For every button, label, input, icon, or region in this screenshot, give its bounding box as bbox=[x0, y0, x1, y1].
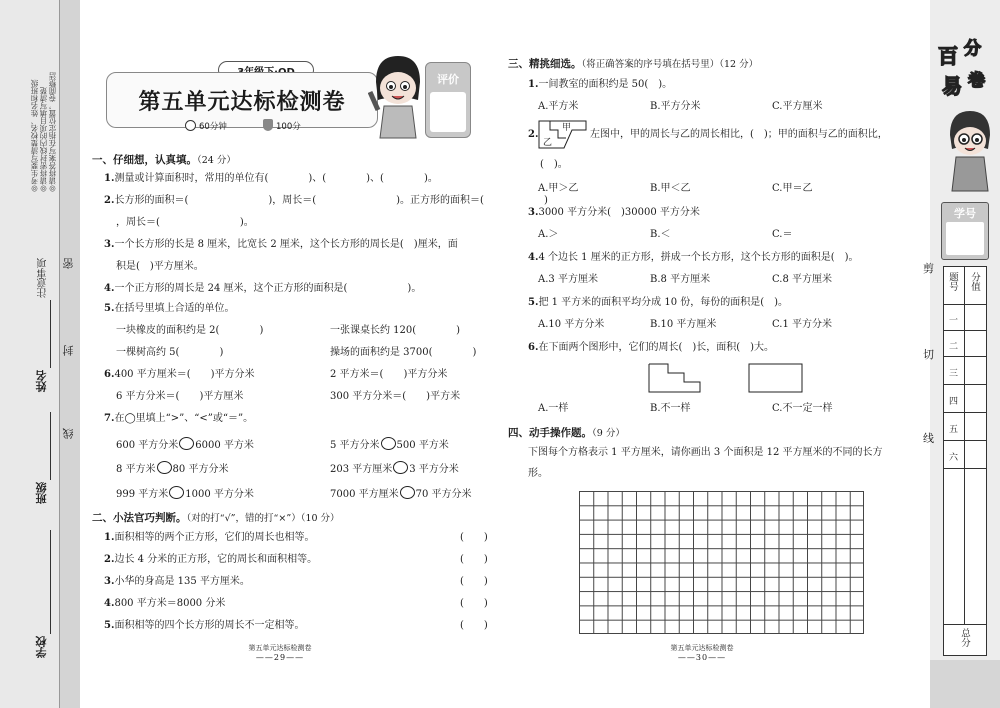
s1-q5d: 操场的面积约是 3700( ) bbox=[330, 347, 477, 358]
logo-char-4: 卷 bbox=[968, 71, 985, 91]
s3-q6-b: B.不一样 bbox=[650, 403, 691, 414]
s1-q1: 1.测量或计算面积时，常用的单位有( )、( )、( )。 bbox=[104, 173, 438, 184]
s2-paren-4[interactable]: ( ) bbox=[460, 598, 488, 609]
s3-q4: 4.4 个边长 1 厘米的正方形，拼成一个长方形，这个长方形的面积是( )。 bbox=[528, 252, 859, 263]
compare-circle[interactable] bbox=[381, 437, 396, 450]
row-label-3: 三 bbox=[948, 369, 958, 379]
row-label-5: 五 bbox=[948, 425, 958, 435]
footer-left-page: ——29—— bbox=[255, 653, 305, 662]
s2-q2: 2.边长 4 分米的正方形，它的周长和面积相等。 bbox=[104, 554, 318, 565]
s1-q7d: 203 平方厘米 3 平方分米 bbox=[330, 461, 459, 477]
clock-icon bbox=[185, 120, 196, 131]
mascot-icon bbox=[368, 52, 426, 142]
seal-char-3: 线 bbox=[62, 428, 75, 439]
s1-q7: 7.在◯里填上“>”、“<”或“＝”。 bbox=[104, 413, 254, 424]
eval-inner bbox=[430, 92, 466, 132]
s3-q2-num: 2. bbox=[528, 129, 539, 140]
notes-heading: 注意事项 bbox=[38, 258, 49, 298]
s2-q5: 5.面积相等的四个长方形的周长不一定相等。 bbox=[104, 620, 305, 631]
s1-q4: 4.一个正方形的周长是 24 厘米，这个正方形的面积是( )。 bbox=[104, 283, 422, 294]
s1-q7f: 7000 平方厘米 70 平方分米 bbox=[330, 486, 472, 502]
s2-q3: 3.小华的身高是 135 平方厘米。 bbox=[104, 576, 250, 587]
school-label: 学校 bbox=[35, 636, 48, 658]
table-row-line bbox=[943, 330, 987, 331]
col-header-2: 分值 bbox=[969, 272, 980, 291]
score-label: 100分 bbox=[276, 122, 301, 132]
s2-paren-2[interactable]: ( ) bbox=[460, 554, 488, 565]
s1-q5c: 一棵树高约 5( ) bbox=[116, 347, 224, 358]
notes-text: ◎考生要写清楚校名、姓名和班级 ◎请将密封线内的项目填写清楚 ◎请将答案写在指定位置，卷面整洁 bbox=[30, 72, 57, 194]
stair-shape-figure bbox=[648, 363, 710, 393]
s3-q3-a: A.＞ bbox=[538, 229, 559, 240]
section-1-title: 一、仔细想，认真填。（24 分） bbox=[92, 154, 236, 166]
row-label-1: 一 bbox=[948, 316, 958, 326]
s1-q3-cont: 积是( )平方厘米。 bbox=[116, 261, 204, 272]
seal-char-1: 密 bbox=[62, 258, 75, 269]
table-row-line bbox=[943, 384, 987, 385]
section-4-title: 四、动手操作题。（9 分） bbox=[508, 427, 625, 439]
seal-char-2: 封 bbox=[62, 345, 75, 356]
s2-q4: 4.800 平方米＝8000 分米 bbox=[104, 598, 226, 609]
section-3-title: 三、精挑细选。（将正确答案的序号填在括号里）（12 分） bbox=[508, 58, 759, 70]
s1-q7a: 600 平方分米 6000 平方米 bbox=[116, 437, 254, 453]
s3-q5-c: C.1 平方分米 bbox=[772, 319, 833, 330]
s1-q6d: 300 平方分米＝( )平方米 bbox=[330, 391, 461, 402]
total-label: 总分 bbox=[959, 628, 970, 647]
cut-char-1: 剪 bbox=[923, 262, 934, 275]
s1-q2-cont: ，周长＝( )。 bbox=[116, 217, 254, 228]
class-label: 班级 bbox=[35, 482, 48, 504]
s3-q1-b: B.平方分米 bbox=[650, 101, 701, 112]
page-title: 第五单元达标检测卷 bbox=[138, 90, 346, 115]
student-no-input[interactable] bbox=[946, 222, 984, 255]
name-label: 姓名 bbox=[35, 370, 48, 392]
footer-right-label: 第五单元达标检测卷 bbox=[670, 644, 734, 652]
s3-q3: 3.3000 平方分米( )30000 平方分米 bbox=[528, 207, 700, 218]
class-line bbox=[50, 412, 51, 480]
s2-paren-1[interactable]: ( ) bbox=[460, 532, 488, 543]
compare-circle[interactable] bbox=[400, 486, 415, 499]
logo-char-2: 分 bbox=[964, 39, 981, 59]
row-label-2: 二 bbox=[948, 342, 958, 352]
s4-desc-cont: 形。 bbox=[528, 468, 548, 479]
section-2-title: 二、小法官巧判断。（对的打“√”，错的打“×”）（10 分） bbox=[92, 512, 340, 524]
drawing-grid[interactable] bbox=[579, 491, 864, 634]
s1-q5a: 一块橡皮的面积约是 2( ) bbox=[116, 325, 264, 336]
s3-q1: 1.一间教室的面积约是 50( )。 bbox=[528, 79, 673, 90]
s3-q2-c: C.甲＝乙 bbox=[772, 183, 813, 194]
s3-q3-b: B.＜ bbox=[650, 229, 671, 240]
right-strip-bottom bbox=[930, 660, 1000, 708]
s3-q2: 左图中，甲的周长与乙的周长相比，( )；甲的面积与乙的面积比， bbox=[590, 129, 888, 140]
logo-char-3: 易 bbox=[942, 74, 962, 98]
s3-q6: 6.在下面两个图形中，它们的周长( )长，面积( )大。 bbox=[528, 342, 775, 353]
s2-paren-3[interactable]: ( ) bbox=[460, 576, 488, 587]
s1-q5b: 一张课桌长约 120( ) bbox=[330, 325, 461, 336]
col-header-1: 题号 bbox=[947, 272, 958, 291]
s3-q5: 5.把 1 平方米的面积平均分成 10 份，每份的面积是( )。 bbox=[528, 297, 789, 308]
row-label-4: 四 bbox=[948, 397, 958, 407]
table-row-line bbox=[943, 356, 987, 357]
s3-q4-a: A.3 平方厘米 bbox=[538, 274, 598, 285]
table-row-line bbox=[943, 304, 987, 305]
rectangle-figure bbox=[748, 363, 804, 393]
s3-q1-a: A.平方米 bbox=[538, 101, 579, 112]
s1-q7c: 8 平方米 80 平方分米 bbox=[116, 461, 228, 477]
s3-q2-cont: ( )。 bbox=[540, 159, 568, 170]
compare-circle[interactable] bbox=[179, 437, 194, 450]
s3-q3-c: C.＝ bbox=[772, 229, 793, 240]
s3-q4-c: C.8 平方厘米 bbox=[772, 274, 833, 285]
s3-q2-b: B.甲＜乙 bbox=[650, 183, 691, 194]
s3-q4-b: B.8 平方厘米 bbox=[650, 274, 711, 285]
name-line bbox=[50, 300, 51, 368]
table-row-line bbox=[943, 624, 987, 625]
footer-left-label: 第五单元达标检测卷 bbox=[248, 644, 312, 652]
table-row-line bbox=[943, 412, 987, 413]
s1-q6c: 6 平方分米＝( )平方厘米 bbox=[116, 391, 244, 402]
school-line bbox=[50, 530, 51, 634]
trophy-icon bbox=[263, 119, 273, 131]
student-no-label: 学号 bbox=[954, 207, 976, 220]
s1-q7e: 999 平方米 1000 平方分米 bbox=[116, 486, 254, 502]
logo-char-1: 百 bbox=[938, 44, 958, 68]
cut-char-2: 切 bbox=[923, 348, 934, 361]
mascot-icon bbox=[944, 105, 996, 195]
table-row-line bbox=[943, 440, 987, 441]
time-label: 60分钟 bbox=[199, 122, 227, 132]
eval-label: 评价 bbox=[437, 73, 459, 86]
s1-q6a: 6.400 平方厘米＝( )平方分米 bbox=[104, 369, 255, 380]
s3-q1-c: C.平方厘米 bbox=[772, 101, 823, 112]
s3-q2-a: A.甲＞乙 bbox=[538, 183, 579, 194]
compare-circle[interactable] bbox=[157, 461, 172, 474]
s1-q5: 5.在括号里填上合适的单位。 bbox=[104, 303, 235, 314]
s1-q3: 3.一个长方形的长是 8 厘米，比宽长 2 厘米，这个长方形的周长是( )厘米，面 bbox=[104, 239, 458, 250]
compare-circle[interactable] bbox=[393, 461, 408, 474]
yi-label: 乙 bbox=[543, 138, 553, 148]
s3-q5-b: B.10 平方厘米 bbox=[650, 319, 717, 330]
s2-q1: 1.面积相等的两个正方形，它们的周长也相等。 bbox=[104, 532, 315, 543]
row-label-6: 六 bbox=[948, 453, 958, 463]
score-table-divider bbox=[964, 266, 965, 624]
s1-q2: 2.长方形的面积＝( )，周长＝( )。正方形的面积＝( ) bbox=[104, 195, 548, 206]
compare-circle[interactable] bbox=[169, 486, 184, 499]
s2-paren-5[interactable]: ( ) bbox=[460, 620, 488, 631]
s1-q7b: 5 平方分米 500 平方米 bbox=[330, 437, 449, 453]
s3-q5-a: A.10 平方分米 bbox=[538, 319, 605, 330]
cut-char-3: 线 bbox=[923, 432, 934, 445]
s3-q6-a: A.一样 bbox=[538, 403, 569, 414]
jia-label: 甲 bbox=[562, 123, 572, 133]
s4-desc: 下图每个方格表示 1 平方厘米，请你画出 3 个面积是 12 平方厘米的不同的长方 bbox=[528, 447, 883, 458]
table-row-line bbox=[943, 468, 987, 469]
footer-right-page: ——30—— bbox=[677, 653, 727, 662]
s1-q6b: 2 平方米＝( )平方分米 bbox=[330, 369, 448, 380]
s3-q6-c: C.不一定一样 bbox=[772, 403, 833, 414]
